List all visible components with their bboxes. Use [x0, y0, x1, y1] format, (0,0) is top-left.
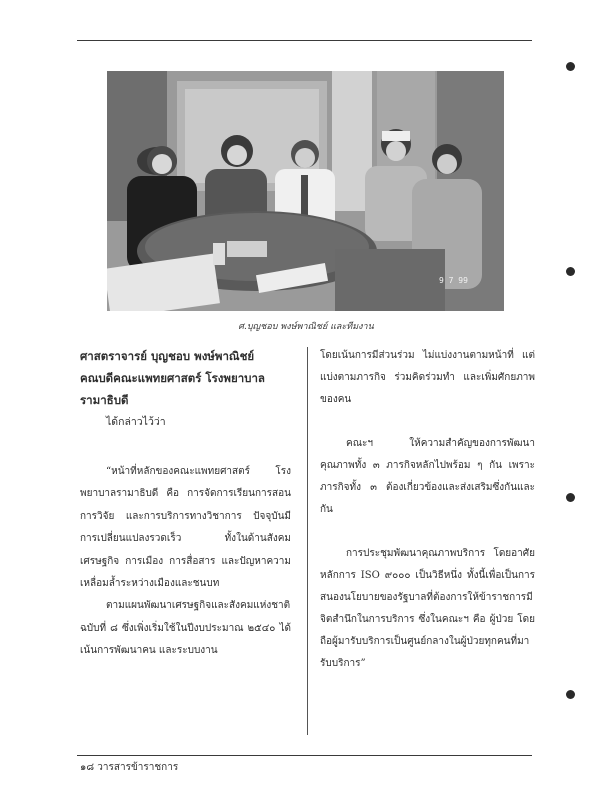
quote-paragraph-4: คณะฯ ให้ความสำคัญของการพัฒนาคุณภาพทั้ง ๓ ภารกิจหลักไปพร้อม ๆ กัน เพราะภารกิจทั้ง ๓ ต้องเกี่ยวข้องและส่งเสริมซึ่งกันและกัน	[320, 438, 535, 515]
quote-paragraph-5: การประชุมพัฒนาคุณภาพบริการ โดยอาศัยหลักการ ISO ๙๐๐๐ เป็นวิธีหนึ่ง ทั้งนี้เพื่อเป็นการสนองนโยบายของรัฐบาลที่ต้องการให้ข้าราชการมีจิตสำนึกในการบริการ ซึ่งในคณะฯ คือ ผู้ป่วย โดยถือผู้มารับบริการเป็นศูนย์กลางในผู้ป่วยทุกคนที่มารับบริการ”	[320, 548, 535, 669]
right-column	[320, 345, 535, 675]
quote-paragraph-1: “หน้าที่หลักของคณะแพทยศาสตร์ โรงพยาบาลรามาธิบดี คือ การจัดการเรียนการสอน การวิจัย และการบริการทางวิชาการ ปัจจุบันมีการเปลี่ยนแปลงรวดเร็ว ทั้งในด้านสังคม เศรษฐกิจ การเมือง การสื่อสาร และปัญหาความเหลื่อมล้ำระหว่างเมืองและชนบท	[80, 466, 291, 590]
group-photo-icon	[107, 71, 504, 311]
binder-hole-icon	[566, 267, 575, 276]
photo-date-stamp: 9 7 99	[439, 276, 468, 285]
binder-hole-icon	[566, 62, 575, 71]
publication-name: วารสารข้าราชการ	[97, 762, 179, 773]
left-column	[80, 345, 291, 663]
group-photo	[107, 71, 504, 311]
footer-rule	[77, 755, 532, 756]
intro-line: ได้กล่าวไว้ว่า	[106, 416, 166, 428]
header-rule	[77, 40, 532, 41]
author-affiliation: รามาธิบดี	[80, 393, 129, 407]
author-name: ศาสตราจารย์ บุญชอบ พงษ์พาณิชย์	[80, 349, 255, 363]
column-divider	[307, 347, 308, 735]
binder-hole-icon	[566, 493, 575, 502]
page-footer	[80, 760, 178, 775]
binder-hole-icon	[566, 690, 575, 699]
page-number: ๑๘	[80, 762, 95, 773]
quote-paragraph-3: โดยเน้นการมีส่วนร่วม ไม่แบ่งงานตามหน้าที่ แต่แบ่งตามภารกิจ ร่วมคิดร่วมทำ และเพิ่มศักยภาพของคน	[320, 350, 535, 405]
quote-paragraph-2: ตามแผนพัฒนาเศรษฐกิจและสังคมแห่งชาติฉบับที่ ๘ ซึ่งเพิ่งเริ่มใช้ในปีงบประมาณ ๒๕๔๐ ได้เน้นการพัฒนาคน และระบบงาน	[80, 600, 291, 657]
author-title: คณบดีคณะแพทยศาสตร์ โรงพยาบาล	[80, 371, 265, 385]
photo-caption: ศ.บุญชอบ พงษ์พาณิชย์ และทีมงาน	[238, 322, 374, 332]
